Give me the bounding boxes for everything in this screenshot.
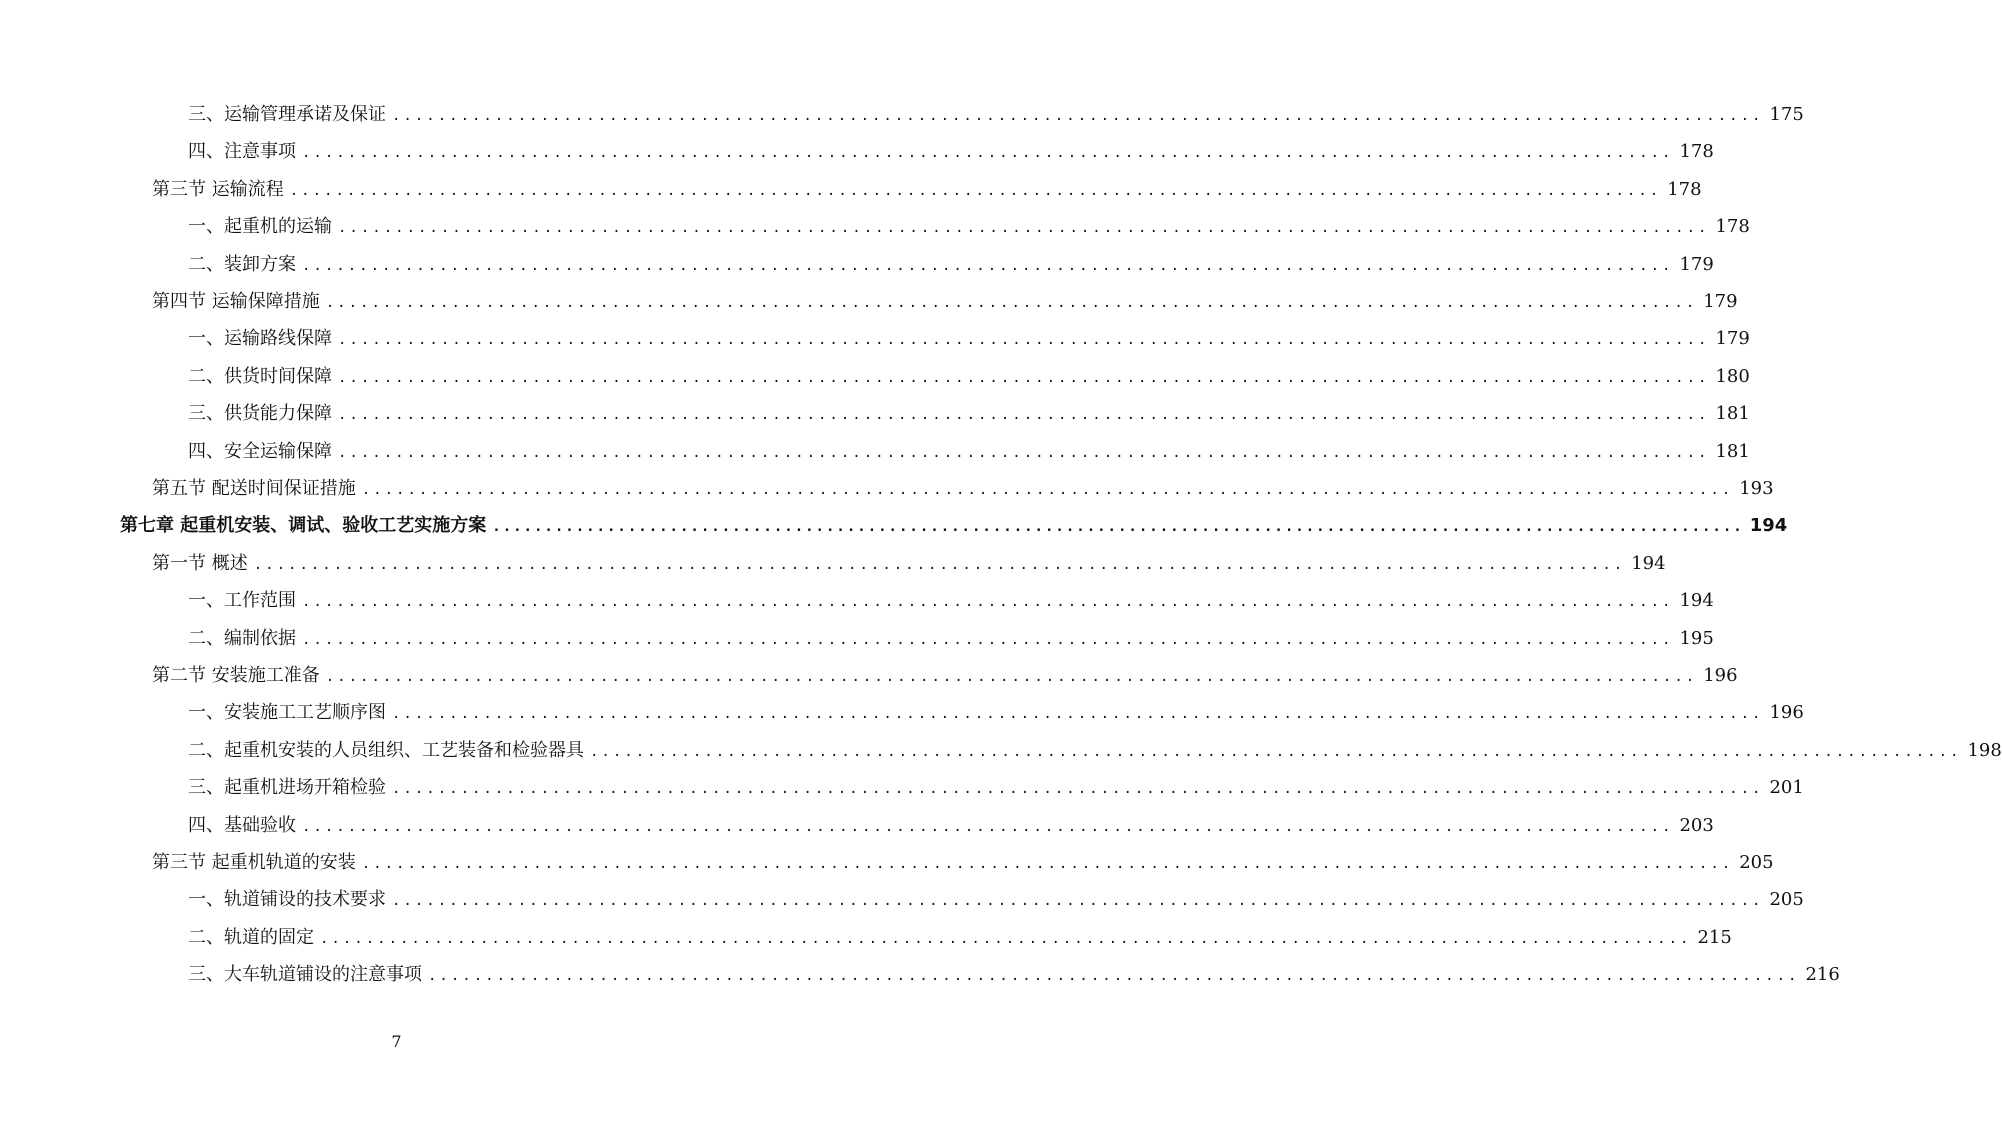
toc-entry-title: 第五节 配送时间保证措施	[152, 478, 356, 499]
toc-entry-title: 第七章 起重机安装、调试、验收工艺实施方案	[120, 515, 487, 536]
toc-entry-item[interactable]	[188, 399, 1750, 436]
toc-entry-item[interactable]	[188, 586, 1714, 623]
toc-entry-title: 二、编制依据	[188, 628, 296, 649]
toc-entry-item[interactable]	[188, 212, 1750, 249]
toc-leader-dots: ........................................................................................................................	[361, 482, 1734, 498]
toc-entry-title: 第三节 运输流程	[152, 179, 284, 200]
toc-entry-page: 178	[1667, 179, 1702, 200]
toc-entry-item[interactable]	[188, 736, 2002, 773]
toc-leader-dots: ........................................................................................................................	[492, 519, 1744, 535]
toc-entry-title: 三、运输管理承诺及保证	[188, 104, 386, 125]
toc-entry-section[interactable]	[152, 175, 1702, 212]
toc-entry-page: 205	[1769, 889, 1804, 910]
toc-entry-page: 196	[1769, 702, 1804, 723]
toc-entry-page: 180	[1715, 366, 1750, 387]
toc-leader-dots: ........................................................................................................................	[428, 968, 1800, 984]
toc-entry-title: 一、起重机的运输	[188, 216, 332, 237]
toc-entry-item[interactable]	[188, 773, 1804, 810]
toc-entry-title: 四、基础验收	[188, 815, 296, 836]
toc-entry-page: 215	[1697, 927, 1732, 948]
toc-leader-dots: ........................................................................................................................	[392, 706, 1764, 722]
toc-entry-title: 四、注意事项	[188, 141, 296, 162]
toc-entry-page: 195	[1679, 628, 1714, 649]
toc-entry-item[interactable]	[188, 100, 1804, 137]
toc-entry-item[interactable]	[188, 923, 1732, 960]
toc-entry-item[interactable]	[188, 885, 1804, 922]
toc-entry-page: 179	[1715, 328, 1750, 349]
toc-leader-dots: ........................................................................................................................	[325, 295, 1698, 311]
toc-entry-page: 196	[1703, 665, 1738, 686]
toc-entry-title: 一、安装施工工艺顺序图	[188, 702, 386, 723]
toc-entry-page: 194	[1631, 553, 1666, 574]
toc-entry-title: 二、供货时间保障	[188, 366, 332, 387]
toc-leader-dots: ........................................................................................................................	[392, 108, 1764, 124]
toc-entry-title: 二、轨道的固定	[188, 927, 314, 948]
toc-entry-title: 三、供货能力保障	[188, 403, 332, 424]
toc-entry-page: 181	[1715, 403, 1750, 424]
toc-leader-dots: ........................................................................................................................	[320, 931, 1692, 947]
toc-leader-dots: ........................................................................................................................	[338, 407, 1710, 423]
toc-entry-item[interactable]	[188, 324, 1750, 361]
toc-entry-page: 216	[1805, 964, 1840, 985]
toc-leader-dots: ........................................................................................................................	[302, 632, 1674, 648]
toc-entry-title: 第一节 概述	[152, 553, 248, 574]
toc-entry-section[interactable]	[152, 474, 1774, 511]
toc-entry-item[interactable]	[188, 250, 1714, 287]
toc-entry-page: 201	[1769, 777, 1804, 798]
toc-leader-dots: ........................................................................................................................	[302, 145, 1674, 161]
toc-entry-item[interactable]	[188, 362, 1750, 399]
toc-entry-title: 一、运输路线保障	[188, 328, 332, 349]
toc-entry-page: 203	[1679, 815, 1714, 836]
toc-leader-dots: ........................................................................................................................	[338, 332, 1710, 348]
toc-entry-page: 193	[1739, 478, 1774, 499]
toc-entry-title: 三、起重机进场开箱检验	[188, 777, 386, 798]
toc-entry-title: 第四节 运输保障措施	[152, 291, 320, 312]
toc-leader-dots: ........................................................................................................................	[302, 594, 1674, 610]
toc-entry-title: 四、安全运输保障	[188, 441, 332, 462]
toc-entry-page: 181	[1715, 441, 1750, 462]
toc-entry-title: 二、装卸方案	[188, 254, 296, 275]
toc-leader-dots: ........................................................................................................................	[325, 669, 1698, 685]
toc-entry-item[interactable]	[188, 137, 1714, 174]
toc-entry-page: 194	[1679, 590, 1714, 611]
toc-entry-page: 194	[1749, 515, 1788, 536]
toc-leader-dots: ........................................................................................................................	[361, 856, 1734, 872]
toc-entry-page: 178	[1715, 216, 1750, 237]
toc-leader-dots: ........................................................................................................................	[302, 819, 1674, 835]
toc-leader-dots: ........................................................................................................................	[253, 557, 1626, 573]
toc-entry-section[interactable]	[152, 661, 1738, 698]
toc-entry-section[interactable]	[152, 287, 1738, 324]
toc-leader-dots: ........................................................................................................................	[392, 781, 1764, 797]
toc-leader-dots: ........................................................................................................................	[590, 744, 1962, 760]
toc-entry-item[interactable]	[188, 624, 1714, 661]
toc-leader-dots: ........................................................................................................................	[338, 445, 1710, 461]
toc-entry-title: 第二节 安装施工准备	[152, 665, 320, 686]
toc-entry-title: 三、大车轨道铺设的注意事项	[188, 964, 422, 985]
toc-entry-page: 175	[1769, 104, 1804, 125]
toc-entry-item[interactable]	[188, 811, 1714, 848]
toc-entry-page: 179	[1679, 254, 1714, 275]
toc-entry-page: 198	[1967, 740, 2002, 761]
page-number: 7	[391, 1032, 402, 1051]
toc-entry-page: 179	[1703, 291, 1738, 312]
toc-leader-dots: ........................................................................................................................	[338, 370, 1710, 386]
toc-entry-item[interactable]	[188, 698, 1804, 735]
toc-entry-page: 178	[1679, 141, 1714, 162]
toc-leader-dots: ........................................................................................................................	[392, 893, 1764, 909]
toc-entry-title: 一、工作范围	[188, 590, 296, 611]
toc-entry-section[interactable]	[152, 848, 1774, 885]
toc-entry-title: 第三节 起重机轨道的安装	[152, 852, 356, 873]
toc-leader-dots: ........................................................................................................................	[302, 258, 1674, 274]
toc-entry-title: 二、起重机安装的人员组织、工艺装备和检验器具	[188, 740, 584, 761]
toc-entry-section[interactable]	[152, 549, 1666, 586]
toc-entry-item[interactable]	[188, 437, 1750, 474]
toc-entry-title: 一、轨道铺设的技术要求	[188, 889, 386, 910]
toc-leader-dots: ........................................................................................................................	[338, 220, 1710, 236]
toc-entry-chapter[interactable]	[120, 511, 1788, 548]
toc-entry-page: 205	[1739, 852, 1774, 873]
toc-entry-item[interactable]	[188, 960, 1840, 997]
toc-leader-dots: ........................................................................................................................	[289, 183, 1662, 199]
